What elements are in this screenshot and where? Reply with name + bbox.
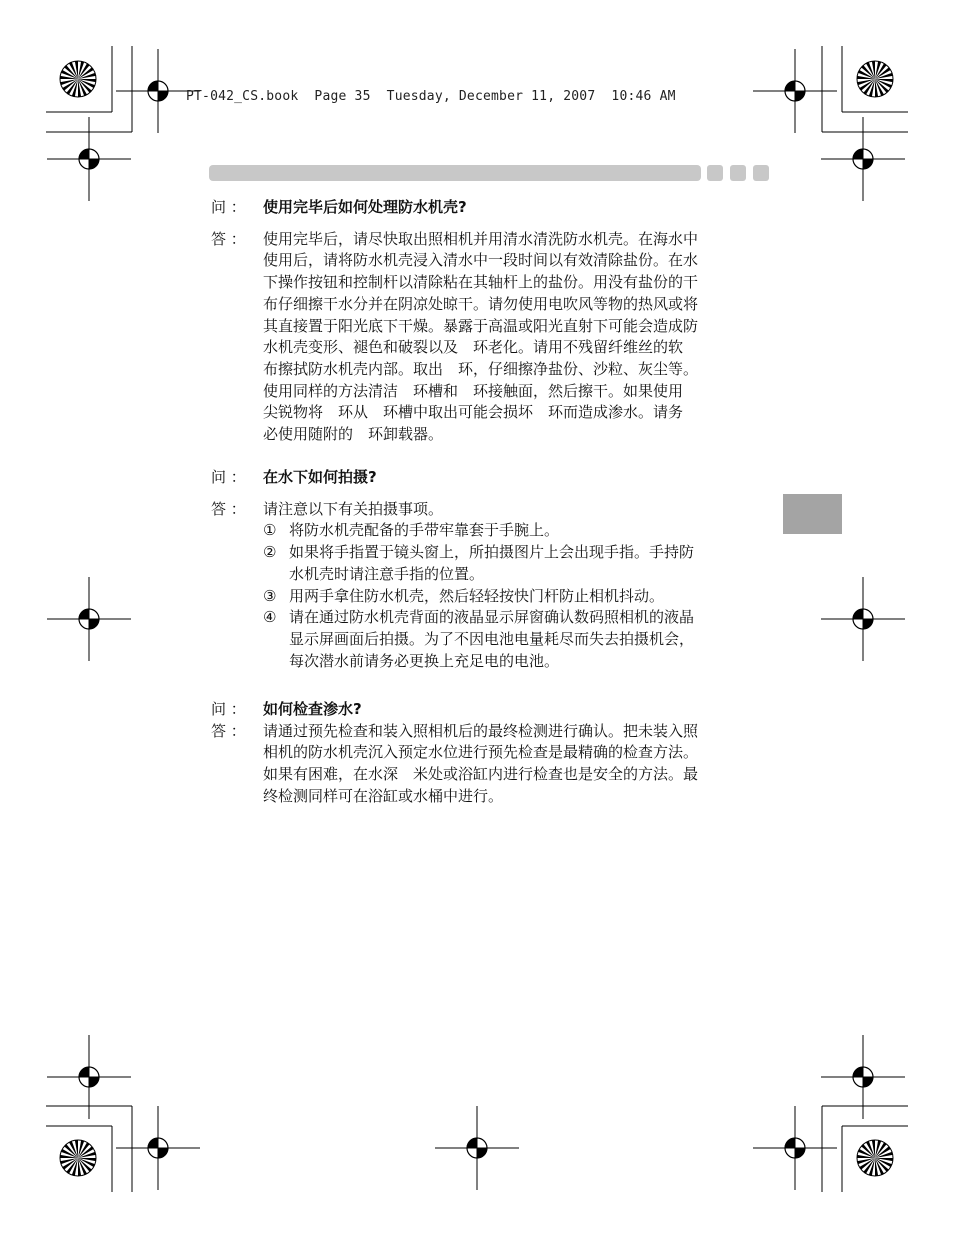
section-header-bar	[209, 165, 701, 181]
answer-line: 相机的防水机壳沉入预定水位进行预先检查是最精确的检查方法。	[263, 743, 699, 762]
answer-row	[211, 229, 771, 446]
target-quadrant	[795, 1148, 805, 1158]
question-row	[211, 197, 771, 219]
answer-intro: 请注意以下有关拍摄事项。	[263, 499, 444, 518]
target-quadrant	[148, 1138, 158, 1148]
question-row	[211, 467, 771, 489]
answer-row	[211, 721, 771, 808]
item-text	[289, 607, 771, 672]
item-number: ②	[263, 543, 277, 562]
header-square	[707, 165, 723, 181]
target-quadrant	[158, 91, 168, 101]
item-line: 显示屏画面后拍摄。为了不因电池电量耗尽而失去拍摄机会，	[289, 629, 695, 648]
question-label	[211, 197, 263, 219]
item-line: 水机壳时请注意手指的位置。	[289, 564, 485, 583]
answer-line: 终检测同样可在浴缸或水桶中进行。	[263, 786, 504, 805]
list-item	[263, 542, 771, 585]
question-text: 使用完毕后如何处理防水机壳?	[263, 198, 467, 216]
item-text	[289, 520, 771, 542]
question-text: 在水下如何拍摄?	[263, 468, 377, 486]
q-mark: 问	[211, 468, 227, 486]
answer-line: 其直接置于阳光底下干燥。暴露于高温或阳光直射下可能会造成防	[263, 316, 699, 335]
answer-line: 请通过预先检查和装入照相机后的最终检测进行确认。把未装入照	[263, 721, 699, 740]
item-line: 每次潜水前请务必更换上充足电的电池。	[289, 651, 560, 670]
question-text: 如何检查渗水?	[263, 700, 362, 718]
target-quadrant	[795, 91, 805, 101]
answer-text	[263, 499, 771, 673]
separator: ：	[230, 468, 246, 486]
answer-line: 布擦拭防水机壳内部。取出 环，仔细擦净盐份、沙粒、灰尘等。	[263, 359, 699, 378]
q-mark: 问	[211, 700, 227, 718]
answer-row	[211, 499, 771, 673]
target-quadrant	[785, 1138, 795, 1148]
target-quadrant	[148, 81, 158, 91]
item-line: 请在通过防水机壳背面的液晶显示屏窗确认数码照相机的液晶	[289, 608, 695, 627]
target-quadrant	[863, 159, 873, 169]
separator: ：	[230, 198, 246, 216]
question-row	[211, 699, 771, 721]
qa-block	[211, 699, 771, 808]
answer-line: 使用同样的方法清洁 环槽和 环接触面，然后擦干。如果使用	[263, 381, 684, 400]
item-line: 用两手拿住防水机壳，然后轻轻按快门杆防止相机抖动。	[289, 586, 665, 605]
list-item	[263, 607, 771, 672]
question-label	[211, 467, 263, 489]
item-number: ①	[263, 521, 277, 540]
header-square	[753, 165, 769, 181]
target-quadrant	[785, 81, 795, 91]
answer-label	[211, 499, 263, 673]
target-quadrant	[477, 1148, 487, 1158]
target-quadrant	[863, 1077, 873, 1087]
target-quadrant	[79, 1067, 89, 1077]
answer-line: 使用后，请将防水机壳浸入清水中一段时间以有效清除盐份。在水	[263, 251, 699, 270]
answer-line: 布仔细擦干水分并在阴凉处晾干。请勿使用电吹风等物的热风或将	[263, 294, 699, 313]
separator: ：	[230, 499, 246, 518]
answer-line: 必使用随附的 环卸载器。	[263, 425, 444, 444]
answer-line: 如果有困难，在水深 米处或浴缸内进行检查也是安全的方法。最	[263, 765, 699, 784]
question-label	[211, 699, 263, 721]
answer-line: 使用完毕后，请尽快取出照相机并用清水清洗防水机壳。在海水中	[263, 229, 699, 248]
header-square	[730, 165, 746, 181]
target-quadrant	[467, 1138, 477, 1148]
a-mark: 答	[211, 499, 227, 518]
target-quadrant	[853, 1067, 863, 1077]
item-text	[289, 586, 771, 608]
separator: ：	[230, 229, 246, 248]
answer-text	[263, 721, 771, 808]
answer-line: 水机壳变形、褪色和破裂以及 环老化。请用不残留纤维丝的软	[263, 338, 684, 357]
target-quadrant	[79, 149, 89, 159]
answer-label	[211, 721, 263, 808]
target-quadrant	[853, 149, 863, 159]
target-quadrant	[158, 1148, 168, 1158]
item-line: 如果将手指置于镜头窗上，所拍摄图片上会出现手指。手持防	[289, 543, 695, 562]
a-mark: 答	[211, 721, 227, 740]
answer-line: 下操作按钮和控制杆以清除粘在其轴杆上的盐份。用没有盐份的干	[263, 273, 699, 292]
target-quadrant	[863, 619, 873, 629]
item-line: 将防水机壳配备的手带牢靠套于手腕上。	[289, 521, 560, 540]
answer-label	[211, 229, 263, 446]
list-item	[263, 586, 771, 608]
target-quadrant	[853, 609, 863, 619]
target-quadrant	[89, 619, 99, 629]
item-text	[289, 542, 771, 585]
qa-block	[211, 467, 771, 672]
item-number: ④	[263, 608, 277, 627]
separator: ：	[230, 721, 246, 740]
target-quadrant	[89, 1077, 99, 1087]
print-header: PT-042_CS.book Page 35 Tuesday, December 11, 2007 10:46 AM	[186, 89, 676, 104]
list-item	[263, 520, 771, 542]
answer-text	[263, 229, 771, 446]
a-mark: 答	[211, 229, 227, 248]
target-quadrant	[79, 609, 89, 619]
separator: ：	[230, 700, 246, 718]
answer-line: 尖锐物将 环从 环槽中取出可能会损坏 环而造成渗水。请务	[263, 403, 684, 422]
target-quadrant	[89, 159, 99, 169]
qa-block	[211, 197, 771, 446]
q-mark: 问	[211, 198, 227, 216]
item-number: ③	[263, 586, 277, 605]
chapter-side-tab	[783, 494, 842, 534]
